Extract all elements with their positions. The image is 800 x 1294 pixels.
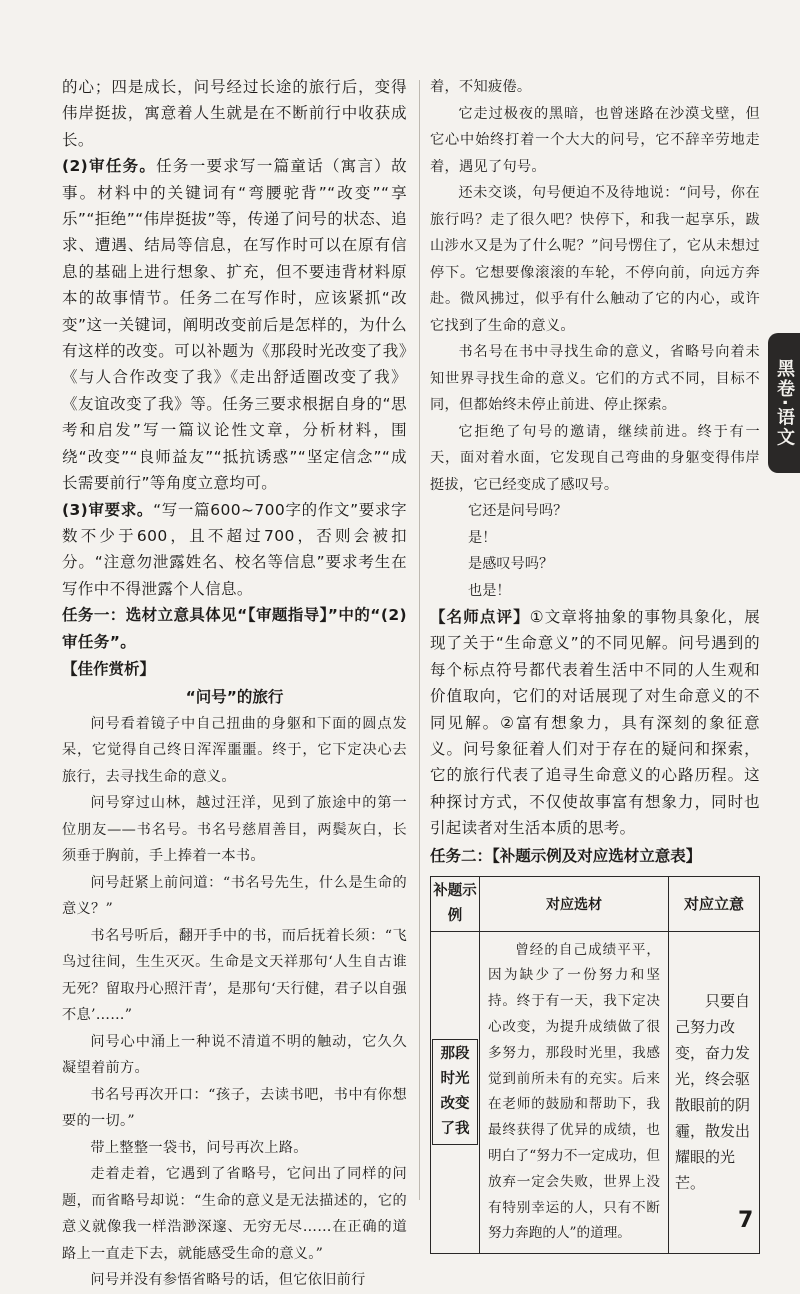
row-title-cell: [431, 931, 480, 1254]
dialogue-line: 是感叹号吗？: [468, 556, 554, 572]
essay-paragraph: 它拒绝了句号的邀请，继续前进。终于有一天，面对着水面，它发现自己弯曲的身躯变得伟岸挺拔，它已经变成了感叹号。: [430, 423, 760, 493]
essay-paragraph: 带上整整一袋书，问号再次上路。: [90, 1139, 308, 1156]
dialogue-line: 是！: [468, 529, 497, 546]
header-cell: 补题示例: [431, 876, 480, 931]
side-tab: [768, 333, 800, 473]
dialogue-line: 它还是问号吗？: [468, 503, 568, 519]
row-material: 曾经的自己成绩平平，因为缺少了一份努力和坚持。终于有一天，我下定决心改变，为提升成绩做了很多努力，那段时光里，我感觉到前所未有的充实。后来在老师的鼓励和帮助下，我最终获得了优异的成绩，也明白了“努力不一定成功，但放弃一定会失败，世界上没有特别幸运的人，只有不断努力奔跑的人”的道理。: [480, 931, 669, 1254]
task3-text: “写一篇600~700字的作文”要求字数不少于600，且不超过700，否则会被扣分。“注意勿泄露姓名、校名等信息”要求考生在写作中不得泄露个人信息。: [62, 500, 407, 598]
intro-tail: 的心；四是成长，问号经过长途的旅行后，变得伟岸挺拔，寓意着人生就是在不断前行中收获成长。: [62, 78, 407, 149]
essay-paragraph: 走着走着，它遇到了省略号，它问出了同样的问题，而省略号却说：“生命的意义是无法描述的，它的意义就像我一样浩渺深邃、无穷无尽……在正确的道路上一直走下去，就能感受生命的意义。”: [62, 1166, 407, 1262]
topic-table: [430, 876, 760, 1255]
header-cell: 对应选材: [480, 876, 669, 931]
task3-label: (3)审要求。: [62, 500, 154, 519]
essay-paragraph: 还未交谈，句号便迫不及待地说：“问号，你在旅行吗？走了很久吧？快停下，和我一起享乐，跋山涉水又是为了什么呢？”问号愣住了，它从未想过停下。它想要像滚滚的车轮，不停向前，向远方奔赴。微风拂过，似乎有什么触动了它的内心，或许它找到了生命的意义。: [430, 185, 760, 334]
essay-paragraph: 问号并没有参悟省略号的话，但它依旧前行: [90, 1272, 366, 1289]
essay-paragraph: 书名号听后，翻开手中的书，而后抚着长须：“飞鸟过往间，生生灭灭。生命是文天祥那句‘人生自古谁无死？留取丹心照汗青’，是那句‘天行健，君子以自强不息’……”: [62, 927, 407, 1024]
task2-text: 任务一要求写一篇童话（寓言）故事。材料中的关键词有“弯腰驼背”“改变”“享乐”“拒绝”“伟岸挺拔”等，传递了问号的状态、追求、遭遇、结局等信息，在写作时可以在原有信息的基础上进行想象、扩充，但不要违背材料原本的故事情节。任务二在写作时，应该紧抓“改变”这一关键词，阐明改变前后是怎样的，为什么有这样的改变。可以补题为《那段时光改变了我》《与人合作改变了我》《走出舒适圈改变了我》《友谊改变了我》等。任务三要求根据自身的“思考和启发”写一篇议论性文章，分析材料，围绕“改变”“良师益友”“抵抗诱惑”“坚定信念”“成长需要前行”等角度立意均可。: [62, 157, 407, 493]
essay-paragraph: 问号心中涌上一种说不清道不明的触动，它久久凝望着前方。: [62, 1033, 407, 1077]
comment-label: 【名师点评】: [430, 608, 530, 626]
essay-paragraph: 问号赶紧上前问道：“书名号先生，什么是生命的意义？”: [62, 874, 407, 918]
essay-paragraph: 它走过极夜的黑暗，也曾迷路在沙漠戈壁，但它心中始终打着一个大大的问号，它不辞辛劳地走着，遇见了句号。: [430, 105, 760, 175]
table-row: [431, 931, 760, 1254]
task3-analysis: [62, 497, 407, 603]
essay-title: “问号”的旅行: [185, 687, 284, 706]
row-title: 那段时光改变了我: [432, 1039, 478, 1145]
task1-note: 任务一：选材立意具体见“【审题指导】”中的“(2)审任务”。: [62, 606, 407, 651]
left-column: [62, 74, 407, 1294]
right-column: [430, 74, 760, 1254]
essay-paragraph: 问号穿过山林，越过汪洋，见到了旅途中的第一位朋友——书名号。书名号慈眉善目，两鬓灰白，长须垂于胸前，手上捧着一本书。: [62, 795, 407, 865]
essay-tail: 着，不知疲倦。: [430, 79, 532, 95]
row-theme: 只要自己努力改变，奋力发光，终会驱散眼前的阴霾，散发出耀眼的光芒。: [669, 931, 760, 1254]
table-header-row: [431, 876, 760, 931]
teacher-comment: [430, 604, 760, 842]
dialogue-line: 也是！: [468, 582, 511, 599]
essay-paragraph: 书名号在书中寻找生命的意义，省略号向着未知世界寻找生命的意义。它们的方式不同，目标不同，但都始终未停止前进、停止探索。: [430, 344, 760, 413]
side-tab-label: 黑卷·语文: [774, 358, 795, 448]
essay-paragraph: 问号看着镜子中自己扭曲的身躯和下面的圆点发呆，它觉得自己终日浑浑噩噩。终于，它下定决心去旅行，去寻找生命的意义。: [62, 715, 407, 785]
essay-paragraph: 书名号再次开口：“孩子，去读书吧，书中有你想要的一切。”: [62, 1086, 407, 1130]
task2-heading: 任务二：【补题示例及对应选材立意表】: [430, 846, 702, 865]
task2-analysis: [62, 153, 407, 496]
column-divider: [419, 80, 420, 1200]
section-heading: 【佳作赏析】: [62, 659, 156, 678]
page-number: 7: [738, 1208, 754, 1233]
comment-text: ①文章将抽象的事物具象化，展现了关于“生命意义”的不同见解。问号遇到的每个标点符号都代表着生活中不同的人生观和价值取向，它们的对话展现了对生命意义的不同见解。②富有想象力，具有深刻的象征意义。问号象征着人们对于存在的疑问和探索，它的旅行代表了追寻生命意义的心路历程。这种探讨方式，不仅使故事富有想象力，同时也引起读者对生活本质的思考。: [430, 608, 760, 838]
task2-label: (2)审任务。: [62, 157, 157, 176]
header-cell: 对应立意: [669, 876, 760, 931]
